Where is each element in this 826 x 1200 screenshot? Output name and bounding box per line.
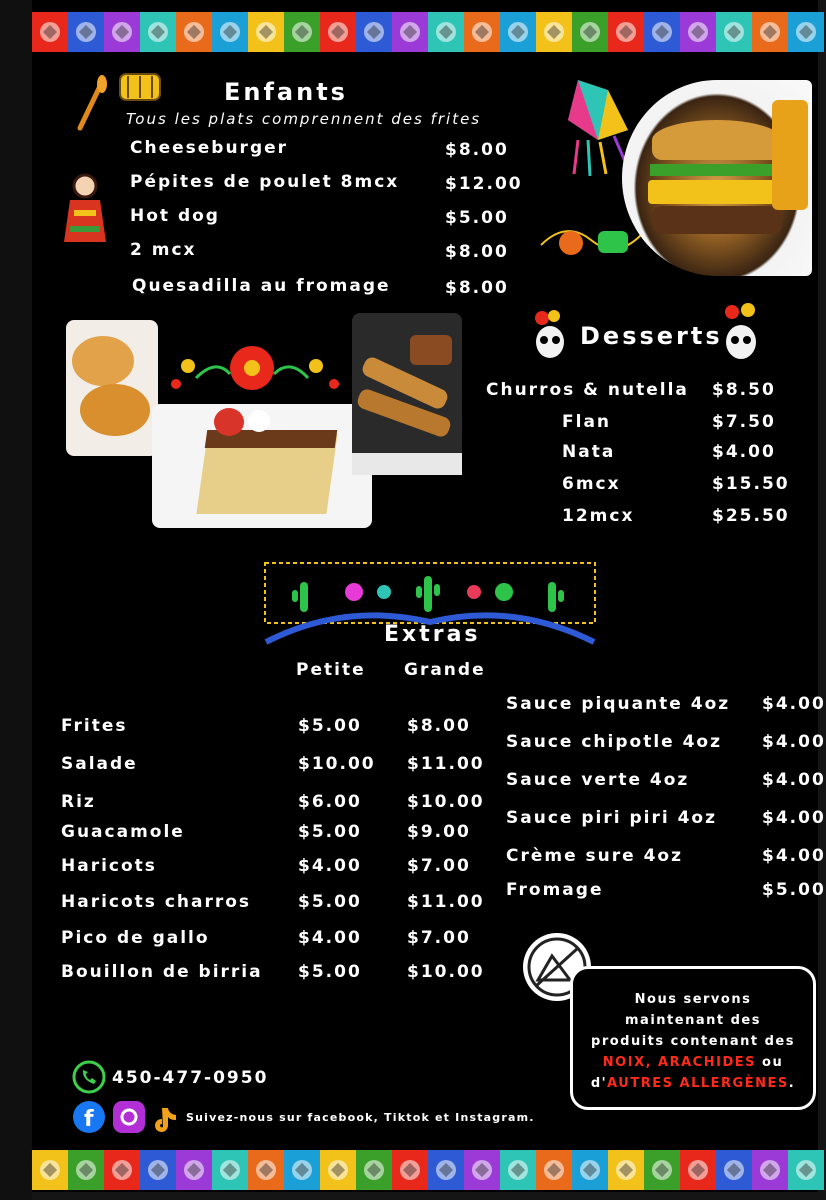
tile-pattern [500,1150,536,1190]
tile-pattern [284,12,320,52]
skull-icon [530,308,570,364]
extra-item-small-price: $6.00 [298,792,362,812]
extra-item-name: Haricots [61,856,157,876]
sauce-item-price: $4.00 [762,694,826,714]
extra-item-large-price: $10.00 [407,792,485,812]
kids-item-name: Cheeseburger [130,138,289,158]
extra-item-small-price: $10.00 [298,754,376,774]
sauce-item-name: Sauce piri piri 4oz [506,808,717,828]
extra-item-name: Guacamole [61,822,185,842]
extra-item-name: Salade [61,754,138,774]
sauce-item-name: Fromage [506,880,604,900]
tile-pattern [320,1150,356,1190]
extra-item-name: Riz [61,792,96,812]
tile-pattern [212,12,248,52]
sauce-item-price: $4.00 [762,808,826,828]
allergen-notice [570,966,816,1110]
extras-col-large: Grande [404,660,486,680]
tile-pattern [716,12,752,52]
ornament-icon [536,215,646,275]
allergen-line-3: produits contenant des [591,1034,795,1049]
sauce-item-price: $4.00 [762,732,826,752]
extra-item-large-price: $10.00 [407,962,485,982]
nata-photo [66,320,158,456]
extra-item-small-price: $4.00 [298,856,362,876]
tile-pattern [176,1150,212,1190]
flower-banner-icon [166,338,346,398]
tile-pattern [68,1150,104,1190]
dessert-item-name: Flan [562,412,612,432]
tile-pattern [464,1150,500,1190]
extra-item-large-price: $11.00 [407,892,485,912]
sauce-item-price: $4.00 [762,846,826,866]
kids-title: Enfants [224,78,348,106]
dessert-item-price: $7.50 [712,412,776,432]
tile-pattern [176,12,212,52]
allergen-line-1: Nous servons [634,992,752,1007]
kids-item-price: $5.00 [445,208,509,228]
extra-item-small-price: $4.00 [298,928,362,948]
dessert-item-price: $15.50 [712,474,790,494]
extra-item-large-price: $7.00 [407,928,471,948]
tile-pattern [536,12,572,52]
allergen-highlight-nuts: NOIX, ARACHIDES [602,1055,756,1070]
allergen-highlight-other: AUTRES ALLERGÈNES [607,1076,789,1091]
desserts-title: Desserts [580,322,723,350]
tile-pattern [248,1150,284,1190]
skull-icon [718,302,764,364]
tile-pattern [608,12,644,52]
tile-pattern [140,12,176,52]
extra-item-name: Frites [61,716,128,736]
tile-pattern [32,12,68,52]
social-icons [72,1100,182,1134]
tile-pattern [572,12,608,52]
tile-pattern [356,12,392,52]
doll-icon [60,170,110,246]
extras-title: Extras [384,622,481,647]
tile-pattern [392,12,428,52]
extra-item-small-price: $5.00 [298,892,362,912]
sauce-item-price: $5.00 [762,880,826,900]
tile-pattern [608,1150,644,1190]
kids-subtitle: Tous les plats comprennent des frites [126,110,482,128]
tile-pattern [212,1150,248,1190]
tile-pattern [788,1150,824,1190]
extra-item-small-price: $5.00 [298,822,362,842]
tile-pattern [572,1150,608,1190]
extra-item-name: Bouillon de birria [61,962,263,982]
tile-pattern [32,1150,68,1190]
phone-icon[interactable] [72,1060,106,1094]
kids-item-price: $8.00 [445,242,509,262]
social-text: Suivez-nous sur facebook, Tiktok et Instagram. [186,1111,535,1124]
tile-pattern [680,1150,716,1190]
kids-item-price: $12.00 [445,174,523,194]
kids-item-price: $8.00 [445,140,509,160]
allergen-line-2: maintenant des [625,1013,761,1028]
extra-item-name: Haricots charros [61,892,252,912]
dessert-item-price: $4.00 [712,442,776,462]
dessert-item-price: $25.50 [712,506,790,526]
dessert-item-name: Nata [562,442,616,462]
sauce-item-name: Sauce chipotle 4oz [506,732,723,752]
dessert-item-price: $8.50 [712,380,776,400]
tile-pattern [788,12,824,52]
allergen-or: ou [755,1055,784,1070]
tile-pattern [536,1150,572,1190]
tile-pattern [428,1150,464,1190]
burger-photo [622,80,812,276]
extra-item-large-price: $8.00 [407,716,471,736]
tile-pattern [428,12,464,52]
kids-item-name: 2 mcx [130,240,197,260]
extras-col-small: Petite [296,660,366,680]
extra-item-small-price: $5.00 [298,716,362,736]
tile-pattern [644,1150,680,1190]
allergen-prefix: d' [590,1076,608,1091]
instagram-icon[interactable] [113,1101,145,1133]
tile-pattern [140,1150,176,1190]
tile-pattern [644,12,680,52]
tile-pattern [752,1150,788,1190]
tile-pattern [248,12,284,52]
flan-photo [152,404,372,528]
allergen-period: . [788,1076,796,1091]
tile-border-bottom [32,1150,818,1190]
extra-item-large-price: $9.00 [407,822,471,842]
tiktok-icon[interactable] [155,1108,176,1132]
churros-photo [352,313,462,475]
extra-item-large-price: $7.00 [407,856,471,876]
phone-number[interactable]: 450-477-0950 [112,1068,269,1088]
tile-pattern [356,1150,392,1190]
facebook-icon[interactable] [73,1101,105,1133]
tile-pattern [680,12,716,52]
page-margin [0,0,32,1200]
kids-item-name: Hot dog [130,206,220,226]
extra-item-large-price: $11.00 [407,754,485,774]
dessert-item-name: 6mcx [562,474,621,494]
sauce-item-name: Crème sure 4oz [506,846,684,866]
kids-item-name: Quesadilla au fromage [132,276,391,296]
tile-pattern [392,1150,428,1190]
sauce-item-price: $4.00 [762,770,826,790]
extra-item-small-price: $5.00 [298,962,362,982]
kids-item-name: Pépites de poulet 8mcx [130,172,400,192]
tile-pattern [68,12,104,52]
kids-item-price: $8.00 [445,278,509,298]
tile-pattern [716,1150,752,1190]
tile-pattern [104,12,140,52]
extra-item-name: Pico de gallo [61,928,210,948]
tile-pattern [464,12,500,52]
sauce-item-name: Sauce piquante 4oz [506,694,731,714]
svg-text:f: f [84,1107,94,1132]
dessert-item-name: Churros & nutella [486,380,689,400]
tile-border-top [32,12,818,52]
dessert-item-name: 12mcx [562,506,635,526]
sauce-item-name: Sauce verte 4oz [506,770,690,790]
tile-pattern [284,1150,320,1190]
tile-pattern [104,1150,140,1190]
tile-pattern [320,12,356,52]
tile-pattern [752,12,788,52]
tile-pattern [500,12,536,52]
